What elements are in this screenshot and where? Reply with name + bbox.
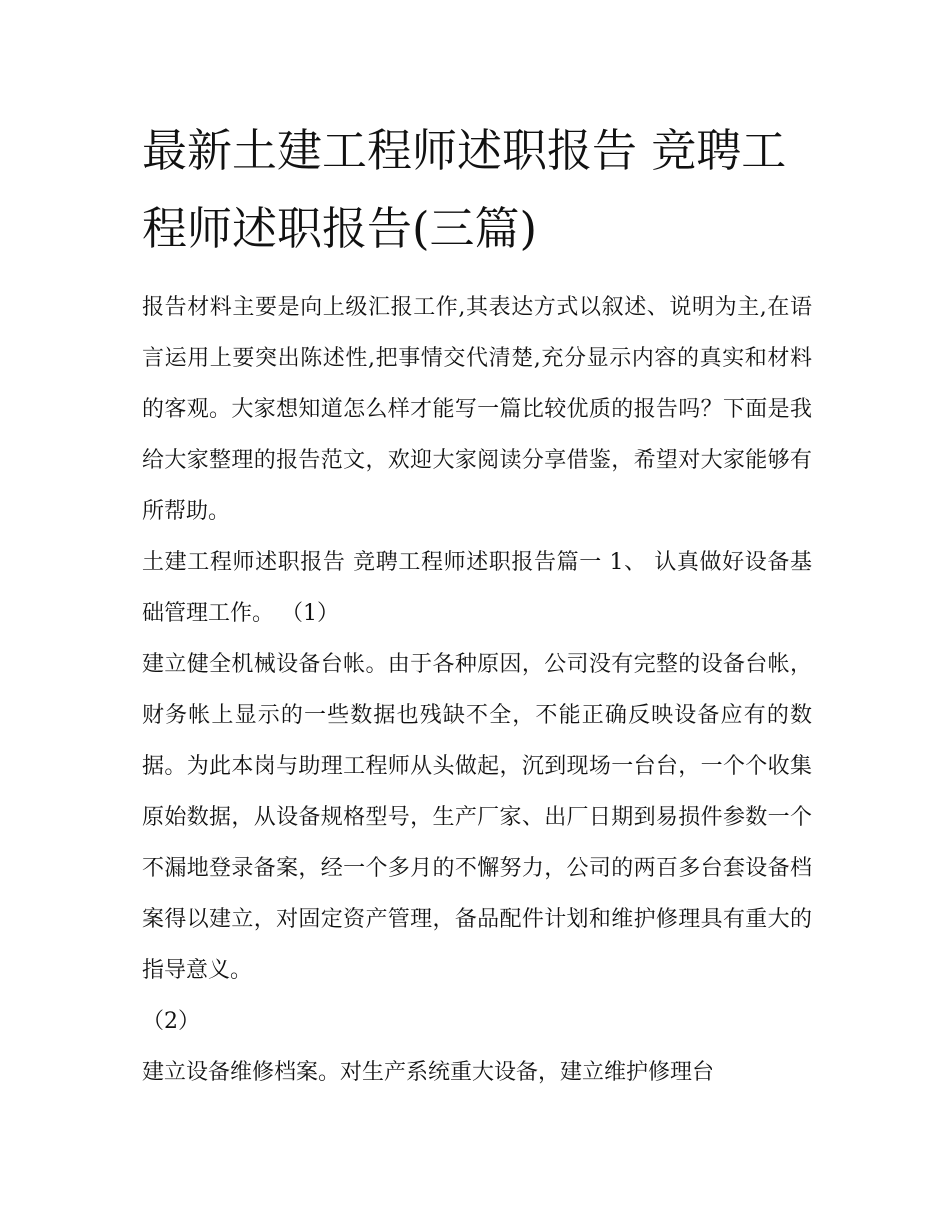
document-title: 最新土建工程师述职报告 竞聘工程师述职报告(三篇) [142,124,787,255]
paragraph-intro: 报告材料主要是向上级汇报工作,其表达方式以叙述、说明为主,在语言运用上要突出陈述性,把事情交代清楚,充分显示内容的真实和材料的客观。大家想知道怎么样才能写一篇比较优质的报告吗？下面是我给大家整理的报告范文，欢迎大家阅读分享借鉴，希望对大家能够有所帮助。 [142,295,812,524]
document-page [142,112,812,1098]
paragraph-section-heading: 土建工程师述职报告 竞聘工程师述职报告篇一 1、 认真做好设备基础管理工作。 （1） [142,550,812,626]
paragraph-equipment-ledger: 建立健全机械设备台帐。由于各种原因，公司没有完整的设备台帐，财务帐上显示的一些数据也残缺不全，不能正确反映设备应有的数据。为此本岗与助理工程师从头做起，沉到现场一台台，一个个收集原始数据，从设备规格型号，生产厂家、出厂日期到易损件参数一个不漏地登录备案，经一个多月的不懈努力，公司的两百多台套设备档案得以建立，对固定资产管理，备品配件计划和维护修理具有重大的指导意义。 [142,652,812,983]
paragraph-maintenance-archive: 建立设备维修档案。对生产系统重大设备，建立维护修理台 [142,1060,715,1085]
paragraph-item-number: （2） [142,1009,200,1034]
